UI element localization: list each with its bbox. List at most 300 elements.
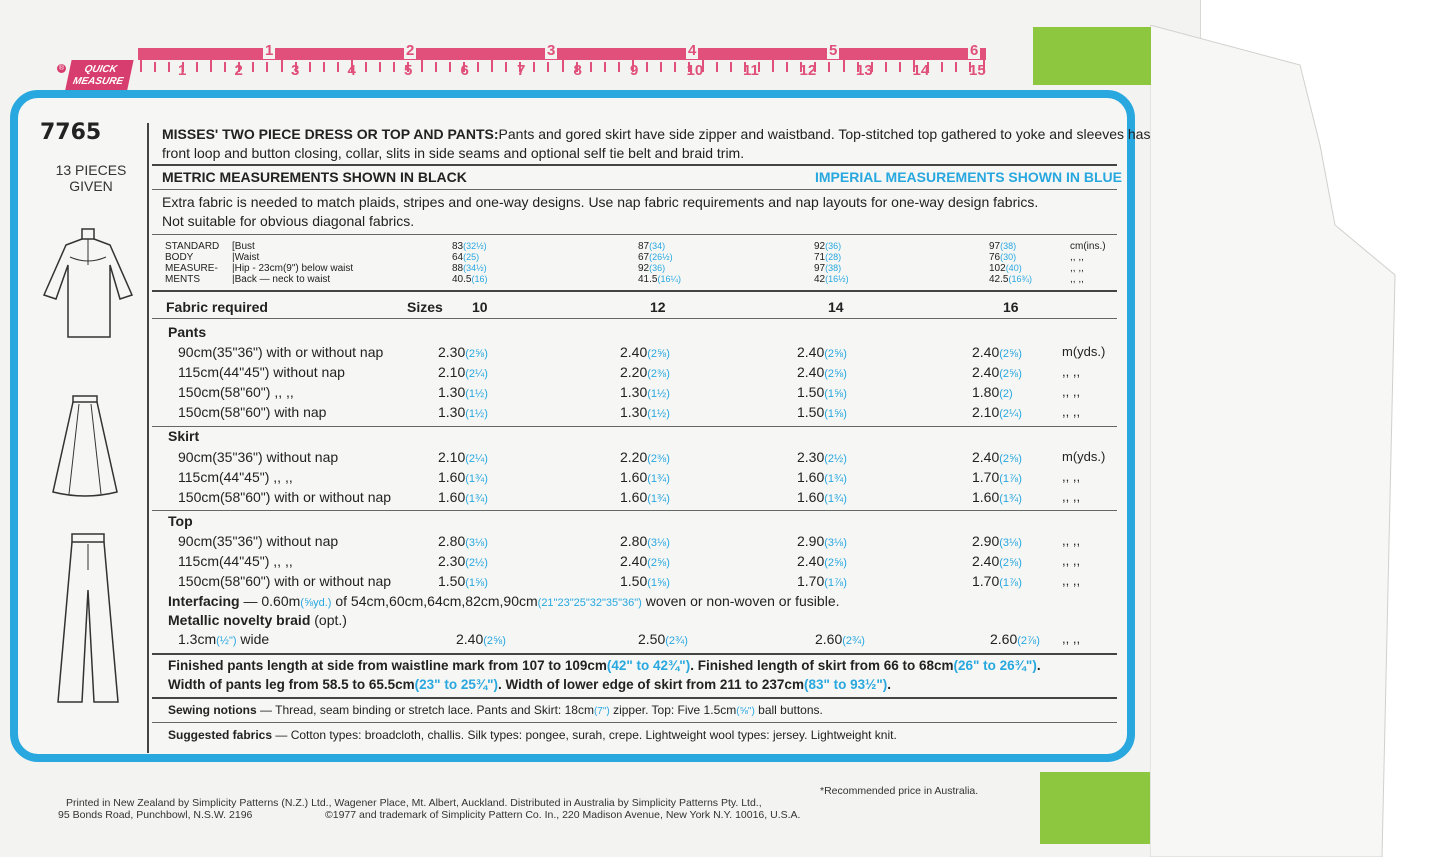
green-tab-bottom [1040,772,1150,844]
metric-value: 2.40 [972,364,1000,380]
ruler-cm-label: 5 [404,62,413,79]
imperial-value: (2⅝) [647,557,670,569]
finished-2c: . Width of lower edge of skirt from 211 to 237cm [498,677,804,692]
bm-unit: ,, ,, [1070,274,1084,285]
fabric-required-heading: Fabric required [166,299,268,315]
imperial-value: (16) [471,274,488,284]
ruler-cm-label: 2 [234,62,243,79]
interfacing-line [168,593,840,609]
finished-1a: Finished pants length at side from waistline mark from 107 to 109cm [168,658,607,673]
rule-3 [152,234,1117,235]
bm-value [638,252,673,263]
finished-line2 [168,677,891,692]
finished-2e: . [887,677,892,692]
ruler-tick [477,62,479,72]
fabric-row-label: 150cm(58"60") with or without nap [178,489,392,505]
fabric-unit: ,, ,, [1062,553,1081,568]
imperial-value: (28) [825,252,842,262]
ruler-inch-label: 3 [547,42,556,59]
bm-unit: cm(ins.) [1070,241,1106,252]
metric-value: 41.5 [638,274,658,285]
metric-value: 1.80 [972,384,1000,400]
bm-label-1: BODY [165,252,194,263]
imperial-value: (1¾) [999,493,1022,505]
bm-label-2: MEASURE- [165,263,218,274]
imperial-value: (2⅝) [999,557,1022,569]
imperial-value: (2⅜) [647,453,670,465]
metric-value: 2.40 [797,553,825,569]
braid-value [456,631,506,647]
imperial-value: (2¾) [842,635,865,647]
imperial-value: (1½) [465,388,488,400]
fabric-unit: ,, ,, [1062,404,1081,419]
ruler-tick [590,62,592,72]
metric-value: 2.40 [797,344,825,360]
interfacing-bold: Interfacing [168,593,240,609]
fabric-row-label: 90cm(35"36") with or without nap [178,344,384,360]
fabric-row-label: 90cm(35"36") without nap [178,533,339,549]
metric-value: 92 [814,241,826,252]
metric-value: 1.70 [797,573,825,589]
ruler-tick [674,62,676,72]
ruler-cm-label: 7 [517,62,526,79]
size-16: 16 [1003,299,1019,315]
metric-value: 1.60 [797,489,825,505]
metric-value: 2.60 [815,631,843,647]
imperial-value: (3⅛) [647,537,670,549]
fabric-value [438,384,488,400]
imperial-value: (32½) [463,241,487,251]
metric-value: 2.40 [972,344,1000,360]
fabric-value [797,404,847,420]
fabric-value [797,553,847,569]
bm-row-label: |Hip - 23cm(9") below waist [232,263,354,274]
fabric-value [620,344,670,360]
bm-value [452,252,479,263]
notions-bold: Sewing notions [168,703,257,717]
ruler-cm-label: 1 [178,62,187,79]
metric-value: 87 [638,241,650,252]
fabric-row-label: 150cm(58"60") ,, ,, [178,384,294,400]
fabric-unit: ,, ,, [1062,364,1081,379]
metric-value: 2.90 [797,533,825,549]
imperial-value: (2½) [824,453,847,465]
skirt-sketch-icon [45,392,125,502]
imperial-value: (26½) [649,252,673,262]
green-tab-top [1033,27,1151,85]
interfacing-text: — 0.60m [239,593,301,609]
fabric-value [620,533,670,549]
ruler-tick [604,62,606,72]
imperial-value: (2⅝) [647,348,670,360]
bm-value [452,274,487,285]
imperial-value: (16¼) [657,274,681,284]
metric-value: 2.20 [620,364,648,380]
imperial-value: (2⅝) [999,453,1022,465]
notions-text2: zipper. Top: Five 1.5cm [609,703,737,717]
metric-value: 76 [989,252,1001,263]
envelope-flap [1150,25,1445,857]
section-divider [152,426,1117,427]
ruler-tick [266,62,268,72]
ruler-tick [505,62,507,72]
imperial-value: (2⅜) [647,368,670,380]
imperial-heading: IMPERIAL MEASUREMENTS SHOWN IN BLUE [815,169,1122,185]
imperial-value: (36) [649,263,666,273]
ruler-tick [899,62,901,72]
fabric-value [438,553,488,569]
bm-value [638,274,681,285]
metric-value: 97 [814,263,826,274]
ruler-cm-label: 11 [743,62,759,79]
imperial-value: (1⅞) [999,473,1022,485]
metric-heading: METRIC MEASUREMENTS SHOWN IN BLACK [162,169,467,185]
metric-value: 1.50 [620,573,648,589]
finished-1c: . Finished length of skirt from 66 to 68cm [690,658,954,673]
rule-6 [152,653,1117,655]
footer-line1: Printed in New Zealand by Simplicity Patterns (N.Z.) Ltd., Wagener Place, Mt. Albert, Auckland. Distributed in Australia by Simplicity Patterns Pty. Ltd., [66,797,762,809]
suggested-bold: Suggested fabrics [168,728,273,742]
fabric-value [972,404,1022,420]
ruler-cm-label: 3 [291,62,300,79]
braid-label-rest: wide [236,631,270,647]
badge-line1: QUICK [83,64,118,75]
ruler-tick [828,62,830,72]
fabric-value [972,384,1013,400]
imperial-value: (2¼) [999,408,1022,420]
imperial-value: (30) [1000,252,1017,262]
fabric-section-pants: Pants [168,324,207,340]
imperial-value: (3⅛) [999,537,1022,549]
ruler-tick [772,56,774,72]
size-14: 14 [828,299,844,315]
imperial-value: (2¼) [465,368,488,380]
ruler-tick [716,62,718,72]
bm-label-0: STANDARD [165,241,220,252]
finished-2a: Width of pants leg from 58.5 to 65.5cm [168,677,415,692]
fabric-value [438,533,488,549]
imperial-value: (3⅛) [465,537,488,549]
imperial-value: (25) [463,252,480,262]
bm-value [452,263,487,274]
fabric-value [438,469,488,485]
metric-value: 1.60 [438,489,466,505]
fabric-value [797,489,847,505]
ruler-inch-label: 6 [970,42,979,59]
ruler-tick [224,62,226,72]
braid-value [990,631,1040,647]
fabric-unit: ,, ,, [1062,384,1081,399]
imperial-value: (1¾) [824,493,847,505]
pieces-line1: 13 PIECES [55,162,127,178]
rule-8 [152,722,1117,723]
metric-value: 1.30 [438,404,466,420]
braid-value [638,631,688,647]
interfacing-blue1: (⅝yd.) [300,597,332,609]
ruler-cm-label: 8 [573,62,582,79]
imperial-value: (1½) [647,388,670,400]
bm-value [989,241,1016,252]
top-sketch-icon [38,225,138,345]
ruler-tick [393,62,395,72]
ruler-tick [168,62,170,72]
braid-value [815,631,865,647]
imperial-value: (2⅝) [999,348,1022,360]
suggested-text: — Cotton types: broadcloth, challis. Silk types: pongee, surah, crepe. Lightweight wool types: jersey. Lightweight knit. [272,728,897,742]
ruler-tick [252,62,254,72]
fabric-section-top: Top [168,513,193,529]
metric-value: 2.40 [620,344,648,360]
imperial-value: (40) [1005,263,1022,273]
metric-value: 1.60 [972,489,1000,505]
imperial-value: (2⅝) [824,348,847,360]
ruler-tick [547,62,549,72]
fabric-value [620,573,670,589]
fabric-value [797,573,847,589]
bm-label-3: MENTS [165,274,200,285]
imperial-value: (1¾) [465,493,488,505]
fabric-value [438,404,488,420]
footer-line2a: 95 Bonds Road, Punchbowl, N.S.W. 2196 [58,809,253,821]
fabric-value [438,449,488,465]
suggested-fabrics [168,728,897,742]
ruler-cm-label: 10 [686,62,704,79]
metric-value: 2.90 [972,533,1000,549]
fabric-value [620,489,670,505]
ruler-inch-label: 2 [406,42,415,59]
fabric-value [972,489,1022,505]
braid-heading: Metallic novelty braid [168,612,311,628]
imperial-value: (2) [999,388,1013,400]
bm-value [989,252,1016,263]
ruler-cm-label: 14 [912,62,930,79]
fabric-value [972,573,1022,589]
finished-1b: (42" to 42¾") [606,658,691,673]
extra-fabric-line2: Not suitable for obvious diagonal fabrics. [162,213,415,229]
fabric-value [972,553,1022,569]
imperial-value: (2⅝) [999,368,1022,380]
ruler-tick [379,62,381,72]
ruler-tick [421,50,423,72]
recommended-price: *Recommended price in Australia. [820,785,979,797]
metric-value: 2.80 [438,533,466,549]
size-10: 10 [472,299,488,315]
metric-value: 102 [989,263,1006,274]
badge-line2: MEASURE [71,76,125,87]
imperial-value: (1⅞) [999,577,1022,589]
metric-value: 2.10 [438,364,466,380]
metric-value: 1.60 [438,469,466,485]
rule-7 [152,697,1117,699]
fabric-unit: m(yds.) [1062,449,1106,464]
metric-value: 42 [814,274,826,285]
ruler-tick [843,50,845,72]
fabric-value [620,364,670,380]
metric-value: 2.30 [438,344,466,360]
metric-value: 2.40 [972,449,1000,465]
metric-value: 2.10 [972,404,1000,420]
finished-1e: . [1036,658,1041,673]
fabric-value [620,449,670,465]
metric-value: 1.70 [972,469,1000,485]
metric-value: 42.5 [989,274,1009,285]
metric-value: 1.60 [620,469,648,485]
bm-value [638,241,665,252]
extra-fabric-line1: Extra fabric is needed to match plaids, stripes and one-way designs. Use nap fabric requirements and nap layouts for one-way design fabrics. [162,194,1039,210]
braid-label-black: 1.3cm [178,631,217,647]
imperial-value: (1⅞) [824,577,847,589]
imperial-value: (1½) [465,408,488,420]
imperial-value: (3⅛) [824,537,847,549]
imperial-value: (2¼) [465,453,488,465]
sketch-divider [147,123,149,753]
ruler-tick [449,62,451,72]
metric-value: 1.60 [797,469,825,485]
interfacing-blue2: (21"23"25"32"35"36") [537,597,642,609]
bm-value [638,263,665,274]
rule-1 [152,164,1117,166]
imperial-value: (1¾) [465,473,488,485]
fabric-row-label: 90cm(35"36") without nap [178,449,339,465]
fabric-value [438,364,488,380]
ruler-tick [140,50,142,72]
braid-heading-line [168,612,347,628]
braid-label [178,631,269,647]
ruler-cm-label: 9 [630,62,639,79]
metric-value: 1.50 [797,404,825,420]
metric-value: 1.60 [620,489,648,505]
ruler-tick [281,50,283,72]
metric-value: 2.30 [438,553,466,569]
finished-line1 [168,658,1041,673]
finished-1d: (26" to 26¾") [953,658,1037,673]
fabric-unit: m(yds.) [1062,344,1106,359]
fabric-unit: ,, ,, [1062,489,1081,504]
metric-value: 2.50 [638,631,666,647]
ruler-tick [646,62,648,72]
finished-2b: (23" to 25¾") [414,677,498,692]
metric-value: 2.20 [620,449,648,465]
imperial-value: (2⅞) [1017,635,1040,647]
fabric-value [797,533,847,549]
imperial-value: (2½) [465,557,488,569]
bm-unit: ,, ,, [1070,252,1084,263]
fabric-row-label: 150cm(58"60") with nap [178,404,327,420]
fabric-value [620,553,670,569]
bm-value [814,274,849,285]
bm-value [452,241,487,252]
rule-4 [152,290,1117,292]
pants-sketch-icon [48,530,128,710]
ruler-tick [491,56,493,72]
metric-value: 2.40 [456,631,484,647]
imperial-value: (2⅝) [465,348,488,360]
ruler-tick [618,62,620,72]
fabric-row-label: 115cm(44"45") ,, ,, [178,553,293,569]
desc-line1: Pants and gored skirt have side zipper and waistband. Top-stitched top gathered to yoke and sleeves has [498,126,1151,142]
imperial-value: (1⅝) [647,577,670,589]
finished-2d: (83" to 93½") [803,677,888,692]
metric-value: 88 [452,263,464,274]
imperial-value: (16½) [825,274,849,284]
metric-value: 2.40 [620,553,648,569]
fabric-value [797,449,847,465]
metric-value: 2.30 [797,449,825,465]
imperial-value: (36) [825,241,842,251]
fabric-unit: ,, ,, [1062,573,1081,588]
fabric-value [797,469,847,485]
pattern-description-line1 [162,126,1150,142]
braid-unit: ,, ,, [1062,631,1081,646]
ruler-inch-label: 1 [265,42,274,59]
fabric-unit: ,, ,, [1062,469,1081,484]
imperial-value: (16¾) [1008,274,1032,284]
ruler-tick [533,62,535,72]
metric-value: 1.30 [620,384,648,400]
fabric-row-label: 115cm(44"45") without nap [178,364,345,380]
ruler-tick [196,62,198,72]
ruler-tick [435,62,437,72]
imperial-value: (1¾) [647,473,670,485]
ruler-cm-label: 6 [460,62,469,79]
imperial-value: (2⅝) [824,368,847,380]
imperial-value: (1¾) [824,473,847,485]
fabric-value [972,344,1022,360]
ruler-tick [941,62,943,72]
ruler-cm-label: 12 [799,62,817,79]
metric-value: 2.60 [990,631,1018,647]
ruler-cm-label: 13 [856,62,873,79]
bm-row-label: |Back — neck to waist [232,274,331,285]
metric-value: 2.10 [438,449,466,465]
imperial-value: (2⅝) [483,635,506,647]
ruler-cm-label: 15 [969,62,986,79]
metric-value: 92 [638,263,650,274]
ruler-tick [365,62,367,72]
imperial-value: (1⅝) [824,388,847,400]
fabric-unit: ,, ,, [1062,533,1081,548]
bm-value [814,241,841,252]
registered-mark: ® [58,65,65,72]
fabric-value [438,573,488,589]
braid-opt: (opt.) [310,612,347,628]
interfacing-text2: of 54cm,60cm,64cm,82cm,90cm [331,593,538,609]
ruler-tick [786,62,788,72]
ruler-tick [210,56,212,72]
fabric-row-label: 150cm(58"60") with or without nap [178,573,392,589]
ruler-tick [660,62,662,72]
metric-value: 1.30 [438,384,466,400]
fabric-value [972,469,1022,485]
ruler-tick [337,62,339,72]
pattern-number: 7765 [40,120,102,145]
ruler-tick [562,50,564,72]
sewing-notions [168,703,823,717]
metric-value: 1.50 [438,573,466,589]
fabric-value [438,344,488,360]
metric-value: 1.50 [797,384,825,400]
imperial-value: (38) [825,263,842,273]
bm-row-label: [Bust [232,241,255,252]
footer-line2b: ©1977 and trademark of Simplicity Pattern Co. In., 220 Madison Avenue, New York N.Y. 10016, U.S.A. [325,809,801,821]
sizes-label: Sizes [407,299,443,315]
bm-row-label: |Waist [232,252,260,263]
fabric-value [797,344,847,360]
notions-text3: ball buttons. [754,703,823,717]
fabric-row-label: 115cm(44"45") ,, ,, [178,469,293,485]
fabric-value [620,404,670,420]
notions-blue1: (7") [593,706,610,717]
